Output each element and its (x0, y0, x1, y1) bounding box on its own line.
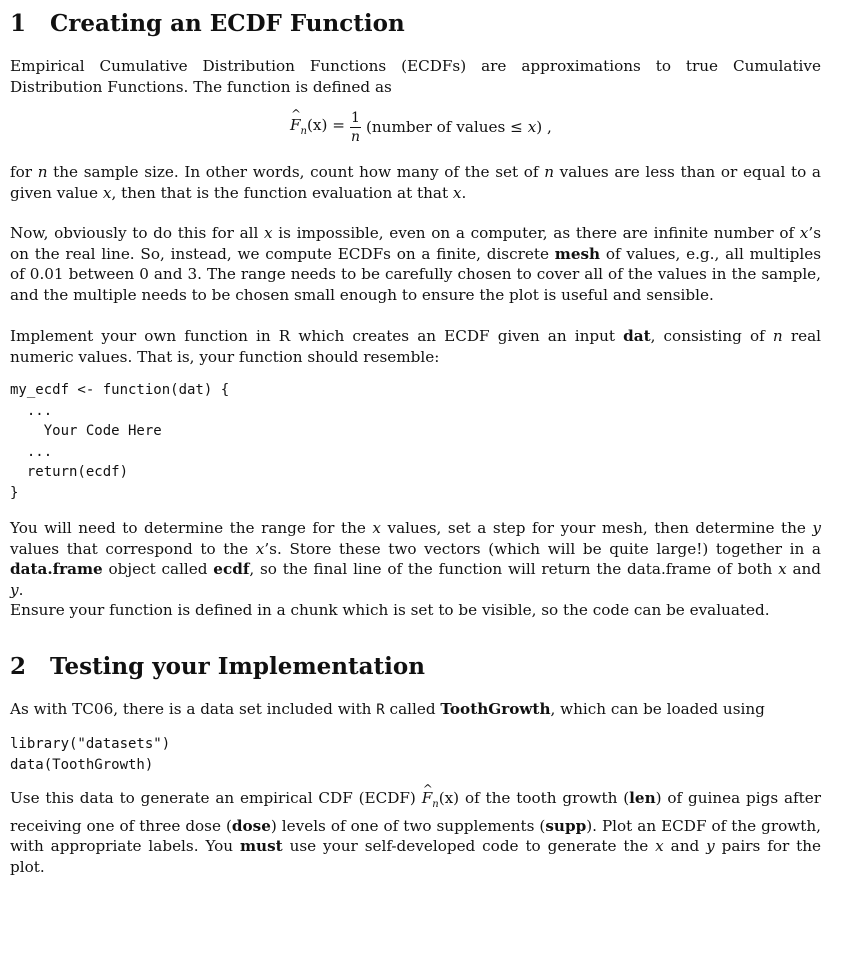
section-2-heading (10, 653, 425, 681)
bold-term: dat (623, 327, 651, 345)
bold-term: supp (545, 816, 587, 835)
text-run: ’s. Store these two vectors (which will be quite large!) together in a (264, 539, 821, 558)
section-1-heading (10, 10, 405, 38)
text-run: ’s on the real line. So, instead, we compute ECDFs on a finite, discrete (10, 224, 821, 263)
text-run: the sample size. In other words, count how many of the set of (47, 163, 545, 181)
bold-term: must (239, 837, 283, 856)
text-run: Implement your own function in R which creates an ECDF given an input (10, 327, 624, 345)
math-var: n (772, 327, 783, 345)
eq-F-subscript: n (300, 126, 307, 138)
text-run: called (384, 700, 441, 718)
math-var: x (799, 224, 809, 242)
math-var: y (10, 580, 19, 599)
text-run: of the tooth growth ( (459, 789, 630, 807)
text-run: pairs for the plot. (10, 837, 822, 876)
text-run: of values, e.g., all multiples of 0.01 between 0 and 3. The range needs to be carefully chosen to cover all of the values in the sample, and the multiple needs to be chosen small enough to ensure the plot is useful and sensible. (10, 244, 821, 304)
text-run: values that correspond to the (10, 539, 256, 558)
section-1-number: 1 (10, 10, 27, 37)
text-run: values, set a step for your mesh, then determine the (380, 519, 813, 537)
section-2-dataset-paragraph (10, 699, 821, 721)
math-var: x (255, 539, 265, 558)
math-var: n (37, 163, 48, 181)
eq-rhs-x: x (527, 118, 537, 136)
text-run: and (663, 837, 707, 856)
text-run: ) of guinea pigs after receiving one of three dose ( (10, 789, 821, 835)
text-run: for (10, 163, 38, 181)
section-1-intro-paragraph (10, 56, 821, 97)
my-ecdf-code-block: my_ecdf <- function(dat) { ... Your Code Here ... return(ecdf) } (10, 382, 230, 501)
section-1-sample-size-paragraph (10, 162, 821, 203)
text-run: . (18, 580, 24, 599)
eq-frac-bar (350, 127, 361, 128)
text-run: You will need to determine the range for the (10, 519, 373, 537)
eq-rhs-b: ) , (536, 118, 552, 136)
text-run: Now, obviously to do this for all (10, 224, 265, 242)
text-run: . (461, 183, 467, 202)
bold-term: ToothGrowth (440, 700, 551, 718)
eq-rhs-a: (number of values (365, 118, 506, 136)
eq-frac-denominator: n (350, 128, 360, 145)
section-1-mesh-paragraph (10, 223, 821, 305)
eq-frac-numerator: 1 (351, 109, 360, 126)
text-run: object called (102, 560, 214, 578)
math-var: x (778, 560, 787, 578)
section-2-title: Testing your Implementation (50, 653, 425, 680)
eq-lhs-arg: (x) = (307, 116, 345, 135)
load-toothgrowth-code-block: library("datasets") data(ToothGrowth) (10, 736, 171, 773)
section-2-task-paragraph (10, 788, 821, 877)
text-run: ) levels of one of two supplements ( (270, 816, 546, 835)
text-run: , so the final line of the function will return the data.frame of both (249, 560, 779, 578)
section-1-visible-chunk-paragraph (10, 600, 821, 621)
math-var: ^ F (422, 788, 433, 809)
eq-F-hat: ^ F (290, 116, 301, 134)
text-run: , then that is the function evaluation at that (111, 183, 453, 202)
text-run: ). Plot an ECDF of the growth, with appropriate labels. You (10, 816, 821, 856)
text-run: is impossible, even on a computer, as there are infinite number of (272, 224, 800, 242)
bold-term: ecdf (213, 560, 250, 578)
text-run: Ensure your function is defined in a chunk which is set to be visible, so the code can be evaluated. (10, 601, 770, 619)
text-run: , consisting of (650, 327, 773, 345)
text-run: , which can be loaded using (550, 700, 765, 718)
eq-rhs-leq: ≤ (510, 118, 523, 136)
math-var: x (372, 519, 381, 537)
section-1-range-paragraph (10, 518, 821, 600)
math-var: y (706, 837, 715, 856)
section-2-number: 2 (10, 653, 27, 680)
bold-term: dose (231, 816, 271, 835)
math-var: x (655, 837, 664, 856)
bold-term: len (629, 789, 656, 807)
math-F-hat-n (421, 789, 460, 811)
math-sub: n (432, 799, 439, 811)
text-run: values are less than or equal to a given value (10, 163, 821, 202)
math-var: y (812, 519, 822, 537)
math-var: x (264, 224, 273, 242)
text-run: As with TC06, there is a data set included with (10, 700, 377, 718)
text-run: Empirical Cumulative Distribution Functions (ECDFs) are approximations to true Cumulative Distribution Functions. The function is defined as (10, 57, 821, 96)
text-run: real numeric values. That is, your function should resemble: (10, 327, 821, 366)
text-run: Use this data to generate an empirical CDF (ECDF) (10, 789, 422, 807)
text-run: use your self-developed code to generate the (282, 837, 656, 856)
math-var: n (544, 163, 554, 181)
text-run: and (786, 560, 822, 578)
mono-term: R (376, 702, 385, 718)
section-1-title: Creating an ECDF Function (50, 10, 405, 37)
math-arg: (x) (438, 789, 460, 807)
section-1-implement-paragraph (10, 326, 821, 367)
ecdf-definition-equation (290, 104, 552, 150)
bold-term: mesh (554, 244, 601, 263)
math-var: x (452, 183, 462, 202)
math-var: x (102, 183, 112, 202)
bold-term: data.frame (10, 560, 103, 578)
eq-lhs (290, 116, 345, 137)
eq-fraction (350, 110, 361, 145)
